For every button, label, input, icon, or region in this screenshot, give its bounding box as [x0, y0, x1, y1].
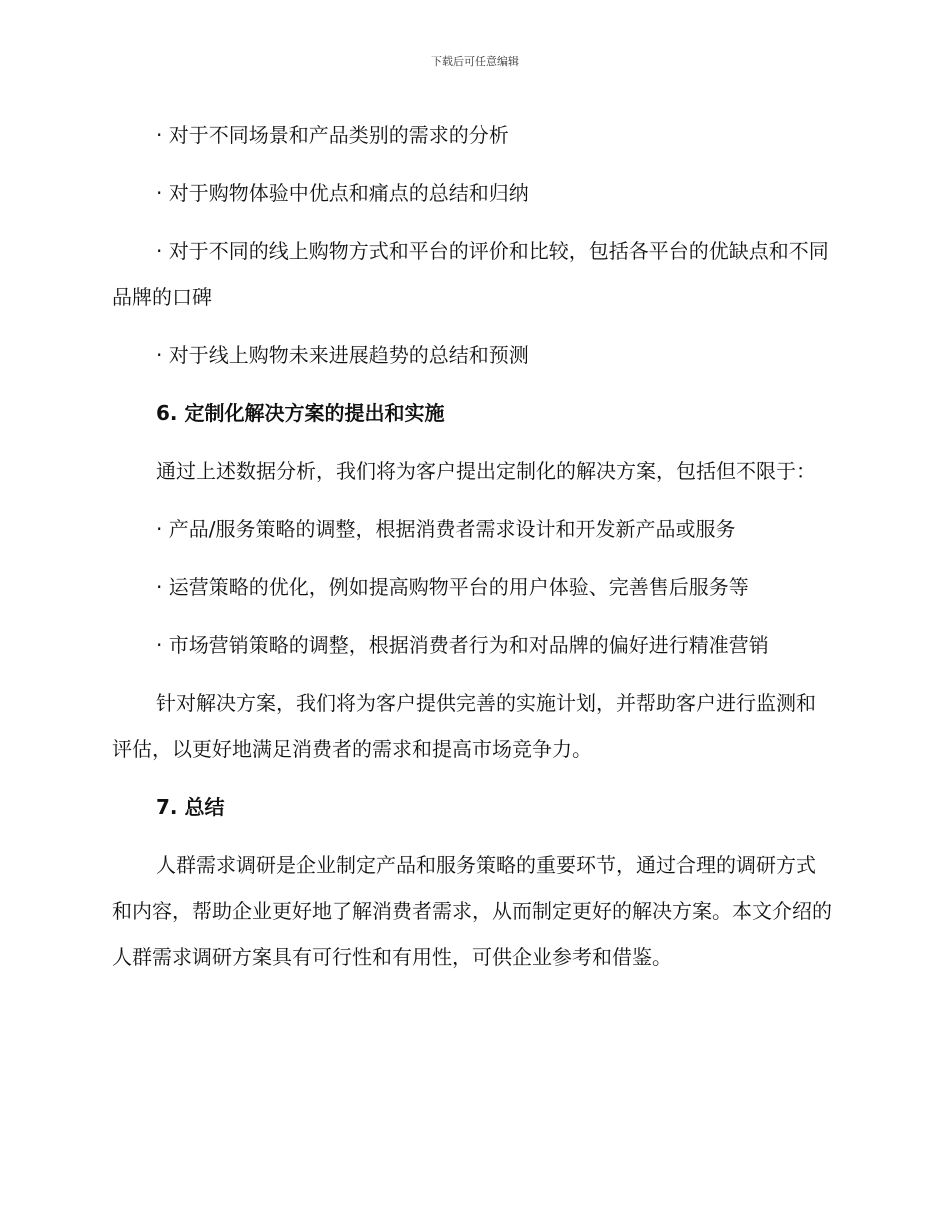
section-6-intro: 通过上述数据分析，我们将为客户提出定制化的解决方案，包括但不限于：	[156, 459, 816, 483]
bullet-operations-strategy: · 运营策略的优化，例如提高购物平台的用户体验、完善售后服务等	[156, 575, 749, 599]
bullet-product-strategy: · 产品/服务策略的调整，根据消费者需求设计和开发新产品或服务	[156, 517, 736, 541]
section-6-heading: 6. 定制化解决方案的提出和实施	[156, 401, 445, 425]
document-body	[112, 112, 832, 992]
bullet-experience-summary: · 对于购物体验中优点和痛点的总结和归纳	[156, 181, 529, 205]
bullet-marketing-strategy: · 市场营销策略的调整，根据消费者行为和对品牌的偏好进行精准营销	[156, 633, 769, 657]
section-6-closing: 针对解决方案，我们将为客户提供完善的实施计划，并帮助客户进行监测和评估，以更好地满足消费者的需求和提高市场竞争力。	[112, 691, 816, 761]
bullet-scenario-analysis: · 对于不同场景和产品类别的需求的分析	[156, 123, 509, 147]
page-header: 下载后可任意编辑	[431, 55, 519, 68]
section-7-body: 人群需求调研是企业制定产品和服务策略的重要环节，通过合理的调研方式和内容，帮助企业更好地了解消费者需求，从而制定更好的解决方案。本文介绍的人群需求调研方案具有可行性和有用性，可供企业参考和借鉴。	[112, 853, 832, 969]
bullet-trend-forecast: · 对于线上购物未来进展趋势的总结和预测	[156, 343, 529, 367]
bullet-platform-comparison: · 对于不同的线上购物方式和平台的评价和比较，包括各平台的优缺点和不同品牌的口碑	[112, 239, 829, 309]
section-7-heading: 7. 总结	[156, 795, 225, 819]
